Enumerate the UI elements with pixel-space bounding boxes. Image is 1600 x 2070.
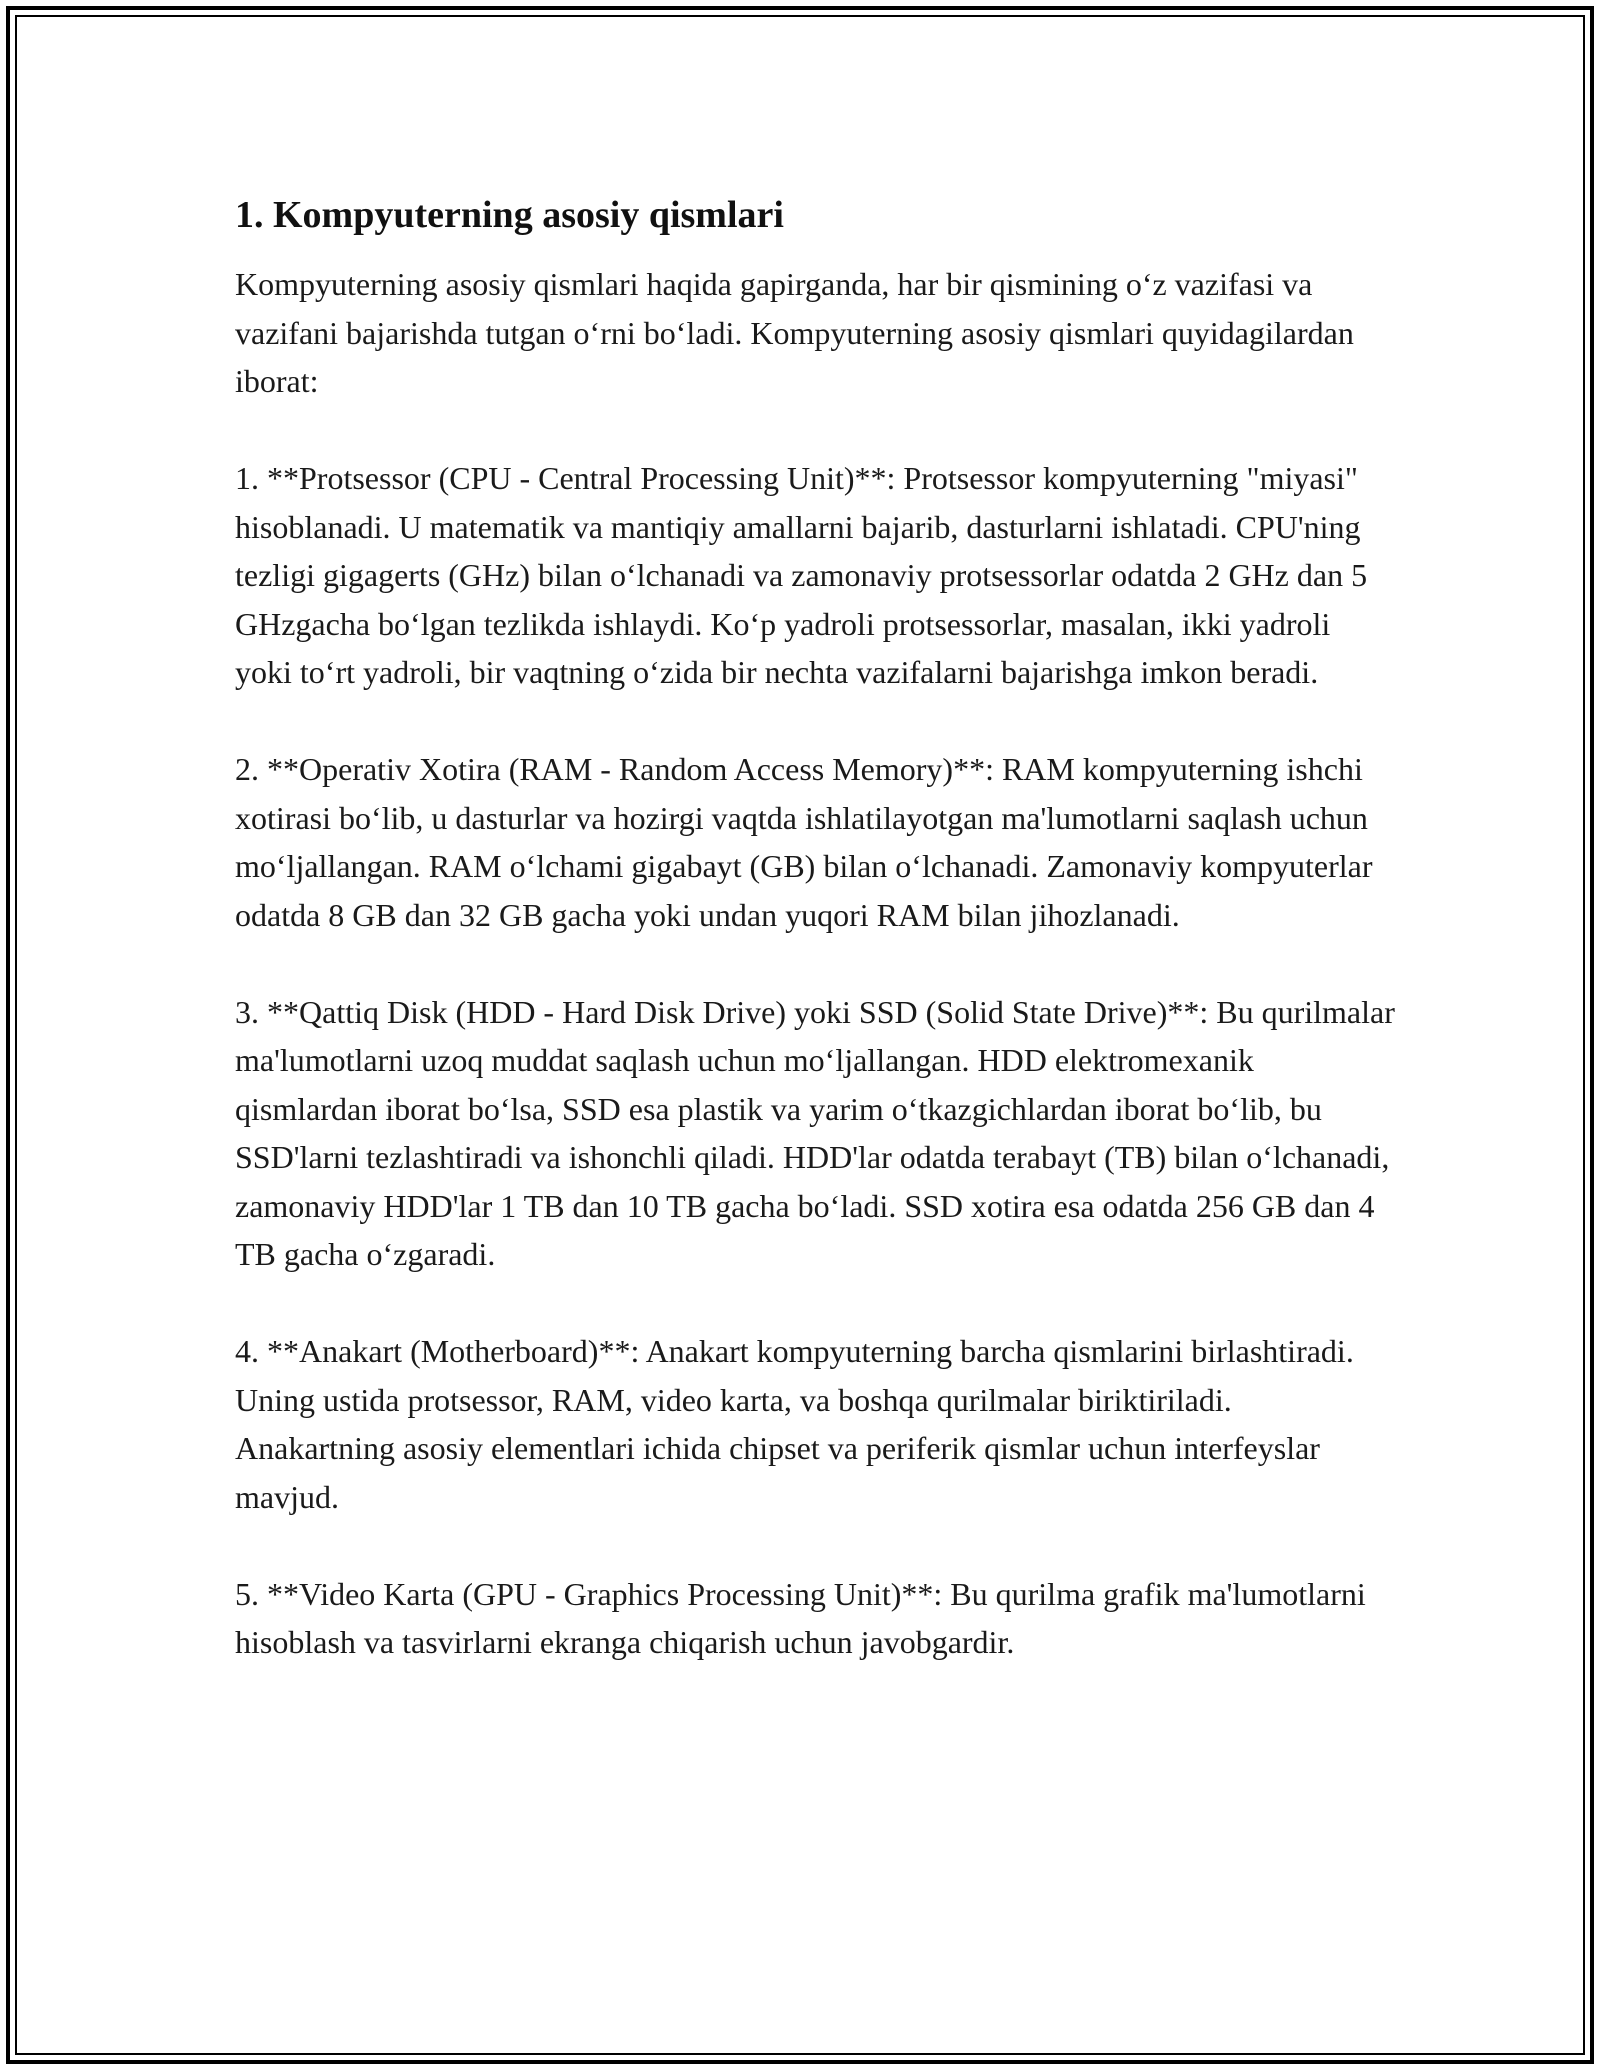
paragraph-ram: 2. **Operativ Xotira (RAM - Random Access Memory)**: RAM kompyuterning ishchi xotirasi bo‘lib, u dasturlar va hozirgi vaqtda ishlatilayotgan ma'lumotlarni saqlash uchun mo‘ljallangan. RAM o‘lchami gigabayt (GB) bilan o‘lchanadi. Zamonaviy kompyuterlar odatda 8 GB dan 32 GB gacha yoki undan yuqori RAM bilan jihozlanadi.: [235, 751, 1373, 933]
intro-paragraph: Kompyuterning asosiy qismlari haqida gapirganda, har bir qismining o‘z vazifasi va vazifani bajarishda tutgan o‘rni bo‘ladi. Kompyuterning asosiy qismlari quyidagilardan iborat:: [235, 266, 1354, 399]
paragraph-gpu: 5. **Video Karta (GPU - Graphics Processing Unit)**: Bu qurilma grafik ma'lumotlarni hisoblash va tasvirlarni ekranga chiqarish uchun javobgardir.: [235, 1575, 1366, 1660]
paragraph-cpu: 1. **Protsessor (CPU - Central Processing Unit)**: Protsessor kompyuterning "miyasi" hisoblanadi. U matematik va mantiqiy amallarni bajarib, dasturlarni ishlatadi. CPU'ning tezligi gigagerts (GHz) bilan o‘lchanadi va zamonaviy protsessorlar odatda 2 GHz dan 5 GHzgacha bo‘lgan tezlikda ishlaydi. Ko‘p yadroli protsessorlar, masalan, ikki yadroli yoki to‘rt yadroli, bir vaqtning o‘zida bir nechta vazifalarni bajarishga imkon beradi.: [235, 460, 1368, 690]
paragraph-motherboard: 4. **Anakart (Motherboard)**: Anakart kompyuterning barcha qismlarini birlashtiradi. Uning ustida protsessor, RAM, video karta, va boshqa qurilmalar biriktiriladi. Anakartning asosiy elementlari ichida chipset va periferik qismlar uchun interfeyslar mavjud.: [235, 1333, 1354, 1515]
document-body: [235, 190, 1395, 1667]
document-title: 1. Kompyuterning asosiy qismlari: [235, 194, 784, 236]
paragraph-storage: 3. **Qattiq Disk (HDD - Hard Disk Drive) yoki SSD (Solid State Drive)**: Bu qurilmalar ma'lumotlarni uzoq muddat saqlash uchun mo‘ljallangan. HDD elektromexanik qismlardan iborat bo‘lsa, SSD esa plastik va yarim o‘tkazgichlardan iborat bo‘lib, bu SSD'larni tezlashtiradi va ishonchli qiladi. HDD'lar odatda terabayt (TB) bilan o‘lchanadi, zamonaviy HDD'lar 1 TB dan 10 TB gacha bo‘ladi. SSD xotira esa odatda 256 GB dan 4 TB gacha o‘zgaradi.: [235, 993, 1395, 1272]
